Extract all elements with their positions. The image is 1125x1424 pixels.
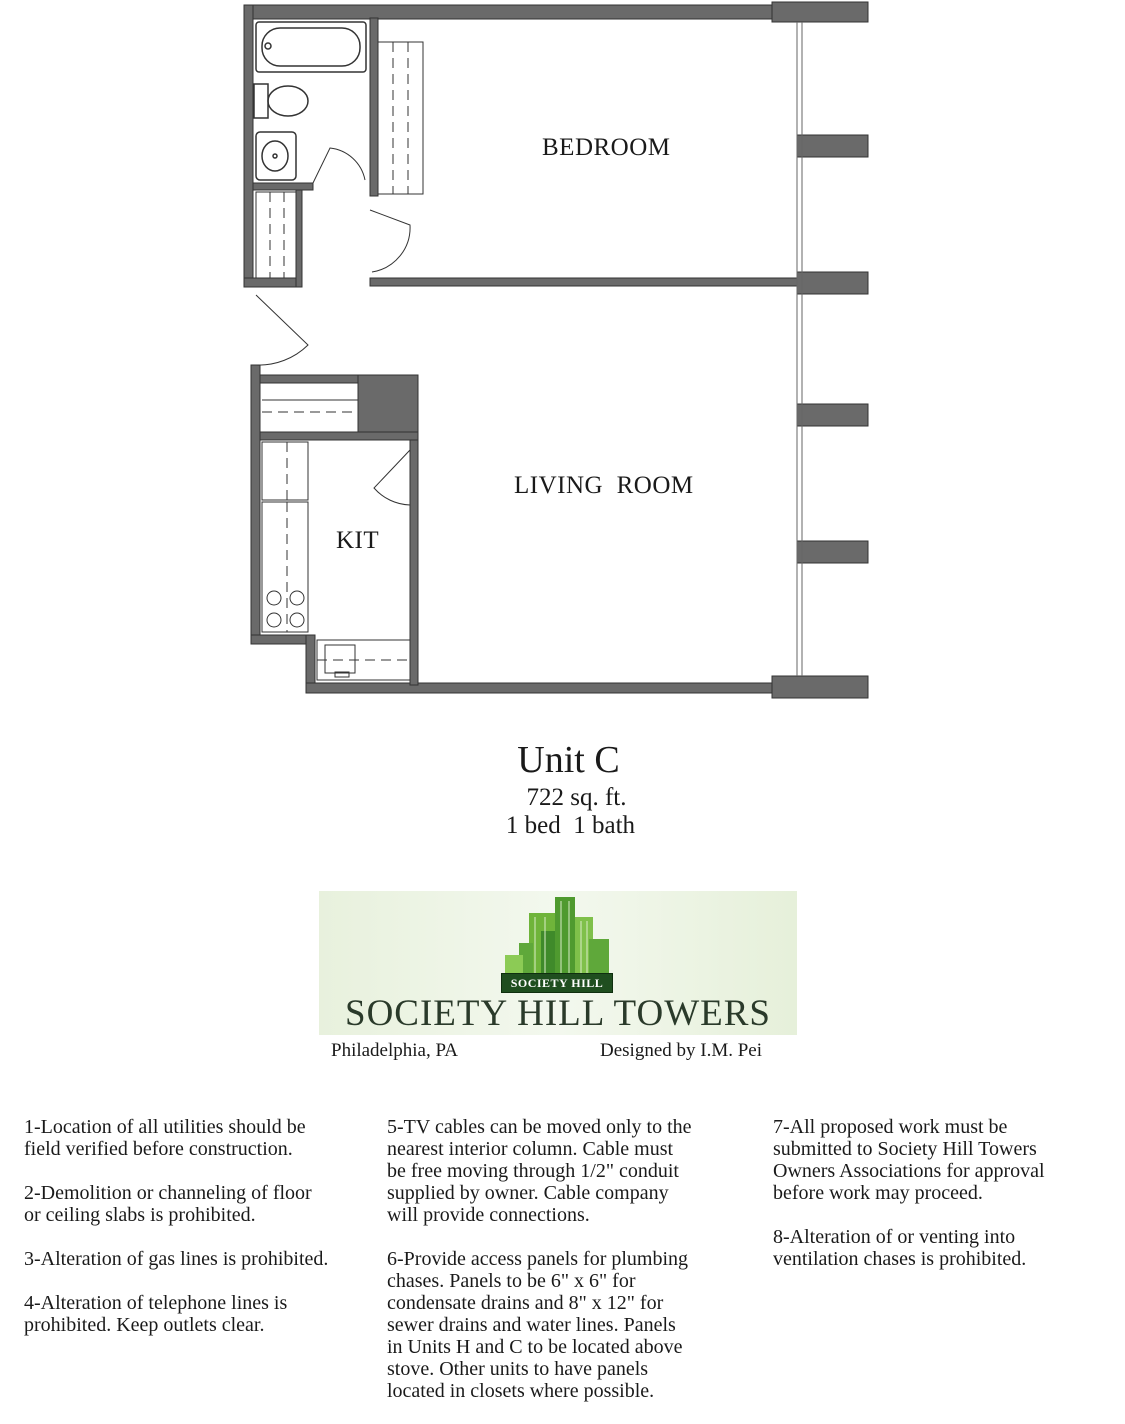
doors <box>256 148 410 505</box>
note-2: 2-Demolition or channeling of floor or ceiling slabs is prohibited. <box>24 1182 312 1226</box>
bathtub <box>256 22 366 72</box>
logo-architect: Designed by I.M. Pei <box>600 1040 763 1061</box>
note-5: 5-TV cables can be moved only to the nearest interior column. Cable must be free moving through 1/2" conduit supplied by owner. Cable company will provide connections. <box>387 1116 692 1226</box>
closets <box>256 42 423 412</box>
unit-beds-baths: 1 bed 1 bath <box>505 812 636 839</box>
bedroom-label: BEDROOM <box>542 134 671 161</box>
notes-column-1 <box>24 1116 374 1358</box>
unit-area: 722 sq. ft. <box>526 784 627 811</box>
unit-title: Unit C <box>517 739 620 781</box>
living-room-label: LIVING ROOM <box>514 472 694 499</box>
notes-column-3 <box>773 1116 1113 1292</box>
note-1: 1-Location of all utilities should be field verified before construction. <box>24 1116 306 1160</box>
note-7: 7-All proposed work must be submitted to Society Hill Towers Owners Associations for approval before work may proceed. <box>773 1116 1045 1204</box>
window-wall <box>797 22 802 676</box>
note-3: 3-Alteration of gas lines is prohibited. <box>24 1248 329 1270</box>
logo-city: Philadelphia, PA <box>331 1040 459 1061</box>
note-4: 4-Alteration of telephone lines is prohibited. Keep outlets clear. <box>24 1292 288 1336</box>
note-6: 6-Provide access panels for plumbing chases. Panels to be 6" x 6" for condensate drains and 8" x 12" for sewer drains and water lines. Panels in Units H and C to be located above stove. Other units to have panels located in closets where possible. <box>387 1248 689 1402</box>
notes-column-2 <box>387 1116 757 1424</box>
exterior-walls <box>244 2 868 698</box>
kitchen-label: KIT <box>336 527 380 554</box>
sink <box>256 132 296 180</box>
note-8: 8-Alteration of or venting into ventilation chases is prohibited. <box>773 1226 1027 1270</box>
society-hill-logo <box>319 891 797 1035</box>
logo-badge: SOCIETY HILL <box>501 973 613 993</box>
logo-name: SOCIETY HILL TOWERS <box>345 993 771 1034</box>
toilet <box>254 84 308 118</box>
